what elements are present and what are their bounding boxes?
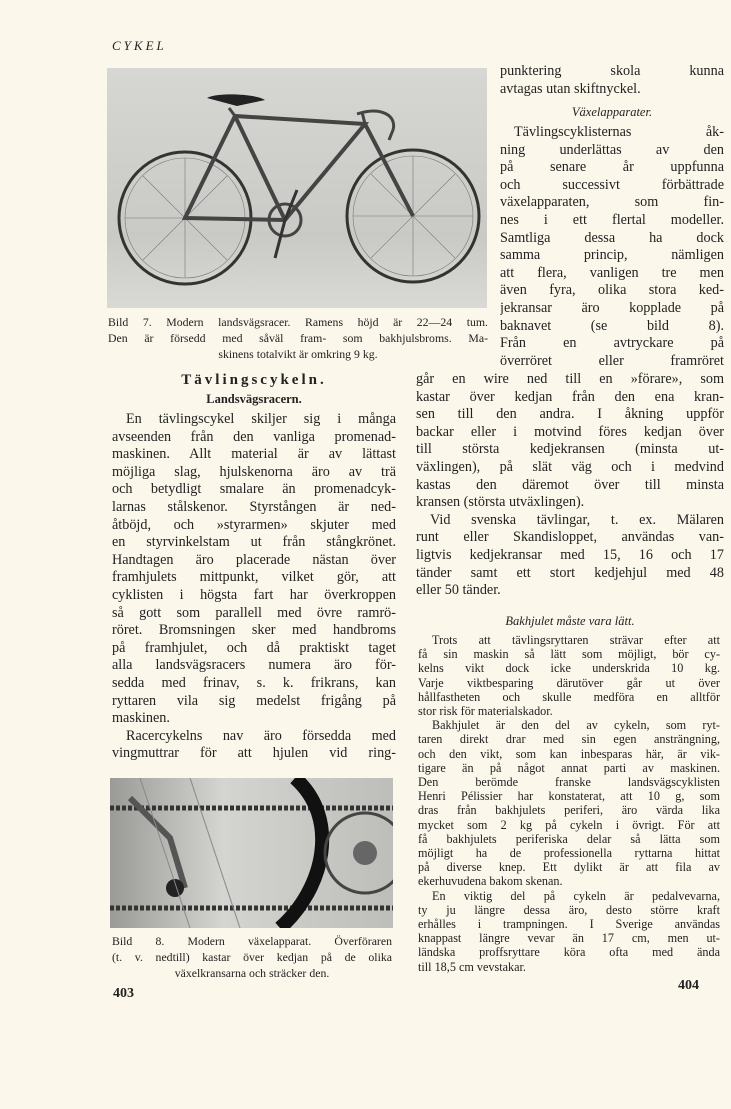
bicycle-photo xyxy=(107,68,487,308)
page-number-left: 403 xyxy=(113,986,134,1001)
text-line: avtagas utan skiftnyckel. xyxy=(500,80,641,97)
text-line: dras från bakhjulets periferi, äro värda lika xyxy=(418,803,720,818)
text-line: ning underlättas av den xyxy=(500,141,724,158)
text-line: åtböjd, och »styrarmen» skjuter med xyxy=(112,516,396,533)
text-line: punktering skola kunna xyxy=(500,63,724,79)
text-line: Den berömde franske landsvägscyklisten xyxy=(418,775,720,790)
figure8-caption-line: växelkransarna och sträcker den. xyxy=(174,966,330,980)
figure7-caption-line: skinens totalvikt är omkring 9 kg. xyxy=(218,347,378,361)
text-line: och den vikt, som kan inbesparas här, är vik- xyxy=(418,746,720,761)
right-narrow-text xyxy=(500,124,724,370)
text-line: ländska proffsryttare köra ofta med ända xyxy=(418,945,720,960)
text-line: framhjulets mittpunkt, vilket gör, att xyxy=(112,569,396,586)
text-line: En viktig del på cykeln är pedalvevarna, xyxy=(432,888,720,903)
text-line: En tävlingscykel skiljer sig i många xyxy=(126,411,396,427)
right-top-text xyxy=(500,63,724,98)
figure7-caption-line: Den är försedd med såväl fram- som bakhjulsbroms. Ma- xyxy=(108,331,488,345)
text-line: sen till den andra. I åkning uppför xyxy=(416,406,724,423)
text-line: kastar över kedjan från den ena kran- xyxy=(416,388,724,405)
text-line: nes i ett flertal modeller. xyxy=(500,211,724,228)
text-line: och successivt förbättrade xyxy=(500,176,724,193)
section-heading-vaxelapparater: Växelapparater. xyxy=(571,105,653,119)
text-line: går en wire ned till en »förare», som xyxy=(416,371,724,387)
text-line: få sin maskin så lätt som möjligt, bör cy- xyxy=(418,647,720,662)
left-column-text xyxy=(112,411,396,763)
section-heading: Tävlingscykeln. xyxy=(181,372,327,388)
text-line: växelapparaten, som fin- xyxy=(500,194,724,211)
text-line: överröret eller framröret xyxy=(500,352,724,369)
text-line: kelns vikt dock icke underskrida 10 kg. xyxy=(418,661,720,676)
text-line: baknavet (se bild 8). xyxy=(500,317,724,334)
text-line: Trots att tävlingsryttaren strävar efter att xyxy=(432,633,720,647)
text-line: på senare år uppfunna xyxy=(500,159,724,176)
text-line: Henri Pélissier har konstaterat, att 10 g, som xyxy=(418,789,720,804)
section-subheading: Landsvägsracern. xyxy=(206,392,302,406)
text-line: maskinen. Allt material är av lättast xyxy=(112,446,396,463)
text-line: till största kedjekransen (minsta ut- xyxy=(416,441,724,458)
text-line: taren direkt drar med sin egen ansträngning, xyxy=(418,732,720,747)
text-line: få bakhjulets periferiska delar så lätta som xyxy=(418,831,720,846)
text-line: även fyra, olika stora ked- xyxy=(500,282,724,299)
text-line: backar eller i motvind föres kedjan över xyxy=(416,423,724,440)
text-line: kransen (största utväxlingen). xyxy=(416,494,585,511)
text-line: avseenden från den vanliga promenad- xyxy=(112,428,396,445)
text-line: kastas den däremot över till minsta xyxy=(416,476,724,493)
text-line: maskinen. xyxy=(112,710,170,727)
text-line: på framhjulet, och då praktiskt taget xyxy=(112,639,396,656)
text-line: mycket som 2 kg på cykeln i övrigt. För att xyxy=(418,817,720,832)
derailleur-illustration xyxy=(110,778,393,928)
text-line: eller 50 tänder. xyxy=(416,582,501,599)
text-line: tigare än på något annat parti av maskinen. xyxy=(418,760,720,775)
text-line: ekerhuvudena bakom skenan. xyxy=(418,874,563,889)
text-line: Vid svenska tävlingar, t. ex. Mälaren xyxy=(430,511,724,528)
text-line: ryttaren vila sig medelst frigång på xyxy=(112,692,396,709)
text-line: Samtliga dessa ha dock xyxy=(500,229,724,246)
figure8-caption-line: Bild 8. Modern växelapparat. Överföraren xyxy=(112,934,392,948)
section-heading-bakhjulet: Bakhjulet måste vara lätt. xyxy=(505,614,635,628)
text-line: att flera, vanligen tre men xyxy=(500,264,724,281)
text-line: ligtvis kedjekransar med 15, 16 och 17 xyxy=(416,546,724,563)
text-line: Handtagen äro placerade nästan över xyxy=(112,551,396,568)
text-line: cyklisten i högsta fart har överkroppen xyxy=(112,586,396,603)
figure7-caption-line: Bild 7. Modern landsvägsracer. Ramens höjd är 22—24 tum. xyxy=(108,315,488,329)
text-line: jekransar äro kopplade på xyxy=(500,299,724,316)
text-line: växlingen), på slät väg och i medvind xyxy=(416,458,724,475)
page-number-right: 404 xyxy=(678,978,699,993)
derailleur-photo xyxy=(110,778,393,928)
text-line: på diverse knep. Ett dylikt är att fila av xyxy=(418,860,720,875)
text-line: erhålles i trampningen. I Sverige användas xyxy=(418,917,720,932)
text-line: möjliga slag, hjulskenorna äro av trä xyxy=(112,463,396,480)
text-line: Racercykelns nav äro försedda med xyxy=(126,727,396,744)
text-line: knappast längre vevar än 17 cm, men ut- xyxy=(418,931,720,946)
text-line: Från en avtryckare på xyxy=(500,335,724,352)
figure8-caption-line: (t. v. nedtill) kastar över kedjan på de olika xyxy=(112,950,392,964)
running-head: CYKEL xyxy=(112,38,167,53)
text-line: samma princip, nämligen xyxy=(500,247,724,264)
text-line: alla landsvägsracers numera äro för- xyxy=(112,657,396,674)
text-line: sedda med frinav, s. k. frikrans, kan xyxy=(112,674,396,691)
text-line: stor risk för materialskador. xyxy=(418,704,553,719)
text-line: en styrvinkelstam ut från stångkrönet. xyxy=(112,534,396,551)
text-line: hållfastheten och skulle medföra en alltför xyxy=(418,689,720,704)
text-line: tänder samt ett stort kedjehjul med 48 xyxy=(416,564,724,581)
text-line: Tävlingscyklisternas åk- xyxy=(514,124,724,140)
text-line: Varje viktbesparing därutöver går ut över xyxy=(418,675,720,690)
text-line: till 18,5 cm vevstakar. xyxy=(418,959,526,974)
text-line: så gott som parallell med övre ramrö- xyxy=(112,604,396,621)
bicycle-illustration xyxy=(107,68,487,308)
text-line: larnas stålskenor. Styrstången är ned- xyxy=(112,498,396,515)
text-line: röret. Bromsningen sker med handbroms xyxy=(112,622,396,639)
text-line: och betydligt smalare än promenadcyk- xyxy=(112,481,396,498)
right-wide-text xyxy=(416,371,724,600)
text-line: runt eller Skandisloppet, användas van- xyxy=(416,529,724,546)
text-line: möjligt ha de professionella ryttarna hittat xyxy=(418,846,720,861)
text-line: vingmuttrar för att hjulen vid ring- xyxy=(112,745,396,762)
right-small-text xyxy=(418,633,720,974)
text-line: ty ju längre dessa äro, desto större kraft xyxy=(418,902,720,917)
text-line: Bakhjulet är den del av cykeln, som ryt- xyxy=(432,718,720,733)
